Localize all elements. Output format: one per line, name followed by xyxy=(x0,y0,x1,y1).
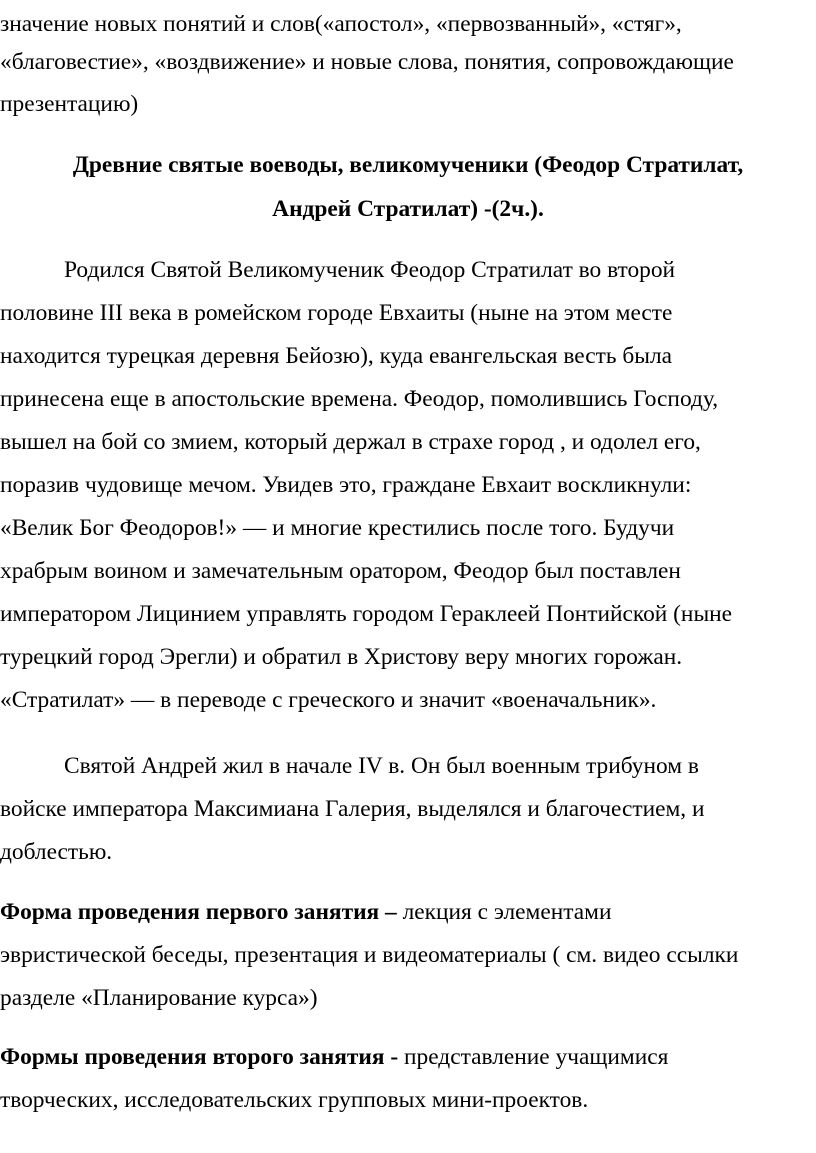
form1-line-1 xyxy=(0,898,611,926)
form1-line-2: эвристической беседы, презентация и видеоматериалы ( см. видео ссылки xyxy=(0,942,739,968)
para2-line-3: доблестью. xyxy=(0,839,113,865)
para2-line-1: Святой Андрей жил в начале IV в. Он был военным трибуном в xyxy=(64,753,699,779)
para1-line-8: храбрым воином и замечательным оратором, Феодор был поставлен xyxy=(0,558,681,584)
para2-line-2: войске императора Максимиана Галерия, выделялся и благочестием, и xyxy=(0,796,705,822)
para1-line-6: поразив чудовище мечом. Увидев это, граждане Евхаит воскликнули: xyxy=(0,472,692,498)
intro-line-3: презентацию) xyxy=(0,91,139,117)
section-heading-line-1: Древние святые воеводы, великомученики (Феодор Стратилат, xyxy=(72,152,744,178)
intro-line-1: значение новых понятий и слов(«апостол», «первозванный», «стяг», xyxy=(0,11,682,37)
para1-line-9: императором Лицинием управлять городом Гераклеей Понтийской (ныне xyxy=(0,601,733,627)
intro-line-2: «благовестие», «воздвижение» и новые слова, понятия, сопровождающие xyxy=(0,49,734,75)
form1-text: лекция с элементами xyxy=(396,899,612,925)
form1-line-3: разделе «Планирование курса») xyxy=(0,985,318,1011)
para1-line-2: половине III века в ромейском городе Евхаиты (ныне на этом месте xyxy=(0,300,673,326)
form2-text: представление учащимися xyxy=(398,1044,669,1070)
para1-line-7: «Велик Бог Феодоров!» — и многие крестились после того. Будучи xyxy=(0,515,675,541)
para1-line-10: турецкий город Эрегли) и обратил в Христову веру многих горожан. xyxy=(0,644,683,670)
form1-label: Форма проведения первого занятия – xyxy=(0,899,397,925)
para1-line-5: вышел на бой со змием, который держал в страхе город , и одолел его, xyxy=(0,429,701,455)
form2-line-1 xyxy=(0,1043,668,1071)
form2-line-2: творческих, исследовательских групповых мини-проектов. xyxy=(0,1087,589,1113)
para1-line-1: Родился Святой Великомученик Феодор Стратилат во второй xyxy=(64,257,676,283)
form2-label: Формы проведения второго занятия - xyxy=(0,1044,399,1070)
section-heading-line-2: Андрей Стратилат) -(2ч.). xyxy=(272,196,544,222)
para1-line-3: находится турецкая деревня Бейозю), куда евангельская весть была xyxy=(0,343,673,369)
para1-line-4: принесена еще в апостольские времена. Феодор, помолившись Господу, xyxy=(0,386,719,412)
para1-line-11: «Стратилат» — в переводе с греческого и значит «военачальник». xyxy=(0,687,657,713)
